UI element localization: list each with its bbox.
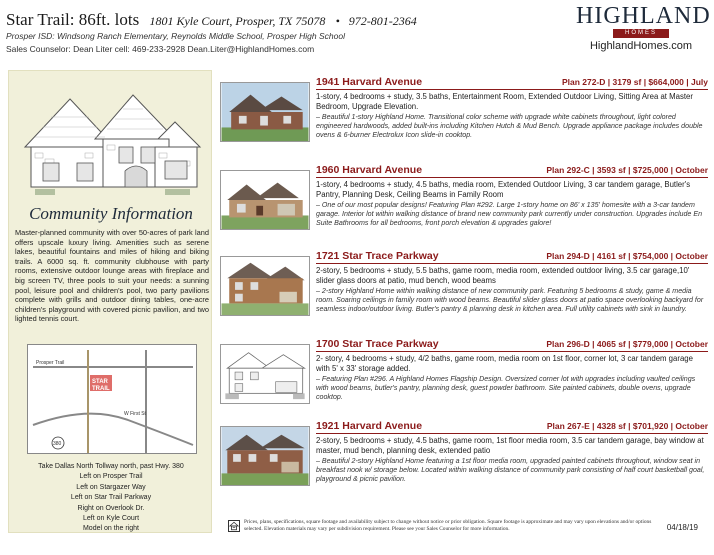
print-date: 04/18/19: [666, 523, 698, 532]
listing-description: – Beautiful 1-story Highland Home. Transitional color scheme with upgrade white cabinets throughout, light colored engineered hardwoods, added built-ins including Kitchen Hutch & Mud Bench. Upgrade appliance package includes double ovens & 6-burner Electrolux Icon slide-in cooktop.: [316, 113, 703, 139]
listing-1721-star-trace: [220, 250, 710, 332]
location-map: [27, 344, 197, 454]
direction-step: Take Dallas North Tollway north, past Hwy. 380: [38, 463, 184, 470]
listing-description: – Featuring Plan #296. A Highland Homes Flagship Design. Oversized corner lot with upgrades including vaulted ceilings with wood beams, butler's pantry, planning desk, guest powder bathroom. Site painted cabinets, double ovens, upgrade cooktop.: [316, 375, 696, 401]
listing-address: 1921 Harvard Avenue: [316, 420, 423, 432]
listing-plan-price: Plan 294-D | 4161 sf | $754,000 | October: [546, 251, 708, 261]
direction-step: Left on Kyle Court: [82, 515, 140, 523]
listing-description: – 2-story Highland Home within walking distance of new community park. Featuring 5 bedrooms & study, game & media room. Soaring ceilings in family room with wood beams. Beautiful slider glass doors at patio space overlooking backyard for seamless indoor/outdoor living. Butler's pantry & planning desk in kitchen area. Full utility cabinets with sink in laundry.: [316, 287, 704, 313]
listing-1941-harvard: [220, 76, 710, 158]
logo-url: HighlandHomes.com: [589, 40, 693, 52]
listing-description: – One of our most popular designs! Featuring Plan #292. Large 1-story home on 86' x 135' homesite with a 3-car tandem garage. Interior lot within walking distance of brand new community park currently under construction. Upgrades include En Suite Bathrooms for all bedrooms, front porch elevation & upgrades galore!: [316, 201, 703, 227]
listing-features: 1-story, 4 bedrooms + study, 3.5 baths, Entertainment Room, Extended Outdoor Living, Sitting Area at Master Bedroom, Upgrade Elevation.: [316, 92, 693, 111]
home-photo: [220, 82, 310, 142]
listing-address: 1941 Harvard Avenue: [316, 76, 423, 88]
listing-1700-star-trace: [220, 338, 710, 420]
map-highway-label: 380: [53, 441, 62, 447]
driving-directions: [9, 462, 213, 535]
listing-features: 2- story, 4 bedrooms + study, 4/2 baths, game room, media room on 1st floor, corner lot, 3 car tandem garage with 5' x 33' storage added.: [316, 354, 693, 373]
listing-address: 1960 Harvard Avenue: [316, 164, 423, 176]
house-sketch-image: [15, 77, 205, 197]
listing-features: 2-story, 5 bedrooms + study, 5.5 baths, game room, media room, extended outdoor living, 3.5 car garage,10' slider glass doors at patio, mud bench, wood beams: [316, 266, 690, 285]
listing-description: – Beautiful 2-story Highland Home featuring a 1st floor media room, upgraded painted cabinets throughout, window seat in breakfast nook w/ storage below. Located within walking distance of community park consisting of half court basketball goal, playground & picnic pavilion.: [316, 457, 705, 483]
map-prosper-trail-label: Prosper Trail: [36, 360, 65, 366]
school-district: Prosper ISD: Windsong Ranch Elementary, Reynolds Middle School, Prosper High School: [6, 31, 345, 41]
listing-1960-harvard: [220, 164, 710, 246]
home-photo: [220, 170, 310, 230]
direction-step: Left on Prosper Trail: [79, 473, 143, 481]
direction-step: Right on Overlook Dr.: [77, 504, 145, 512]
direction-step: Left on Star Trail Parkway: [70, 494, 152, 502]
listing-plan-price: Plan 292-C | 3593 sf | $725,000 | October: [546, 165, 708, 175]
community-info-body: Master-planned community with over 50-acres of park land offers upscale luxury living. Amenities such as serene lakes, beautiful fountains and miles of hiking and biking trails. A 6000 sq. ft. community clubhouse with party rooms, extensive outdoor lounge areas with fireplace and big screen TV, three pools to suit your needs: a sunning pool, leisure pool and children's pool, two party pavilions complete with grills and outdoor dining tables, one-acre children's playground with covered picnic pavilion, and two lighted tennis court.: [15, 228, 209, 324]
model-address: 1801 Kyle Court, Prosper, TX 75078: [149, 14, 326, 28]
direction-step: Model on the right: [82, 525, 140, 533]
home-photo: [220, 426, 310, 486]
listing-features: 1-story, 4 bedrooms + study, 4.5 baths, media room, Extended Outdoor Living, 3 car tandem garage, Butler's Pantry, Planning Desk, Ceiling Beams in Family Room: [316, 180, 691, 199]
map-first-street-label: W First St: [124, 411, 146, 417]
listing-plan-price: Plan 296-D | 4065 sf | $779,000 | October: [546, 339, 708, 349]
equal-housing-opportunity-icon: [228, 520, 240, 532]
header: [0, 0, 714, 58]
community-info-heading: Community Information: [29, 204, 193, 223]
direction-step: Left on Stargazer Way: [76, 483, 146, 491]
map-graphic: [28, 345, 198, 455]
map-star-trail-label: STAR: [92, 379, 108, 385]
sales-counselor: Sales Counselor: Dean Liter cell: 469-233-2928 Dean.Liter@HighlandHomes.com: [6, 44, 315, 54]
listing-address: 1721 Star Trace Parkway: [316, 250, 439, 262]
home-photo: [220, 256, 310, 316]
highland-homes-logo: [576, 3, 711, 52]
community-title-line: Star Trail: 86ft. lots 1801 Kyle Court, Prosper, TX 75078 • 972-801-2364: [6, 10, 417, 29]
logo-brand: HIGHLAND: [576, 3, 711, 29]
listing-address: 1700 Star Trace Parkway: [316, 338, 439, 350]
listing-plan-price: Plan 267-E | 4328 sf | $701,920 | October: [546, 421, 708, 431]
map-star-trail-label-2: TRAIL: [92, 386, 110, 392]
community-panel: [8, 70, 212, 533]
logo-sub: HOMES: [613, 29, 669, 38]
listing-plan-price: Plan 272-D | 3179 sf | $664,000 | July: [561, 77, 708, 87]
listing-features: 2-story, 5 bedrooms + study, 4.5 baths, game room, 1st floor media room, 3.5 car tandem garage, bay window at master, mud bench, planning desk, extended patio: [316, 436, 704, 455]
listing-1921-harvard: [220, 420, 710, 502]
community-title: Star Trail: 86ft. lots: [6, 10, 140, 29]
legal-disclaimer: Prices, plans, specifications, square footage and availability subject to change without notice or prior obligation. Square footage is approximate and may vary upon elevations and/or options selected. Elevation materials may vary per subdivision requirement. Please see your Sales Counselor for more information.: [244, 519, 652, 532]
model-phone: 972-801-2364: [348, 14, 417, 28]
home-photo: [220, 344, 310, 404]
